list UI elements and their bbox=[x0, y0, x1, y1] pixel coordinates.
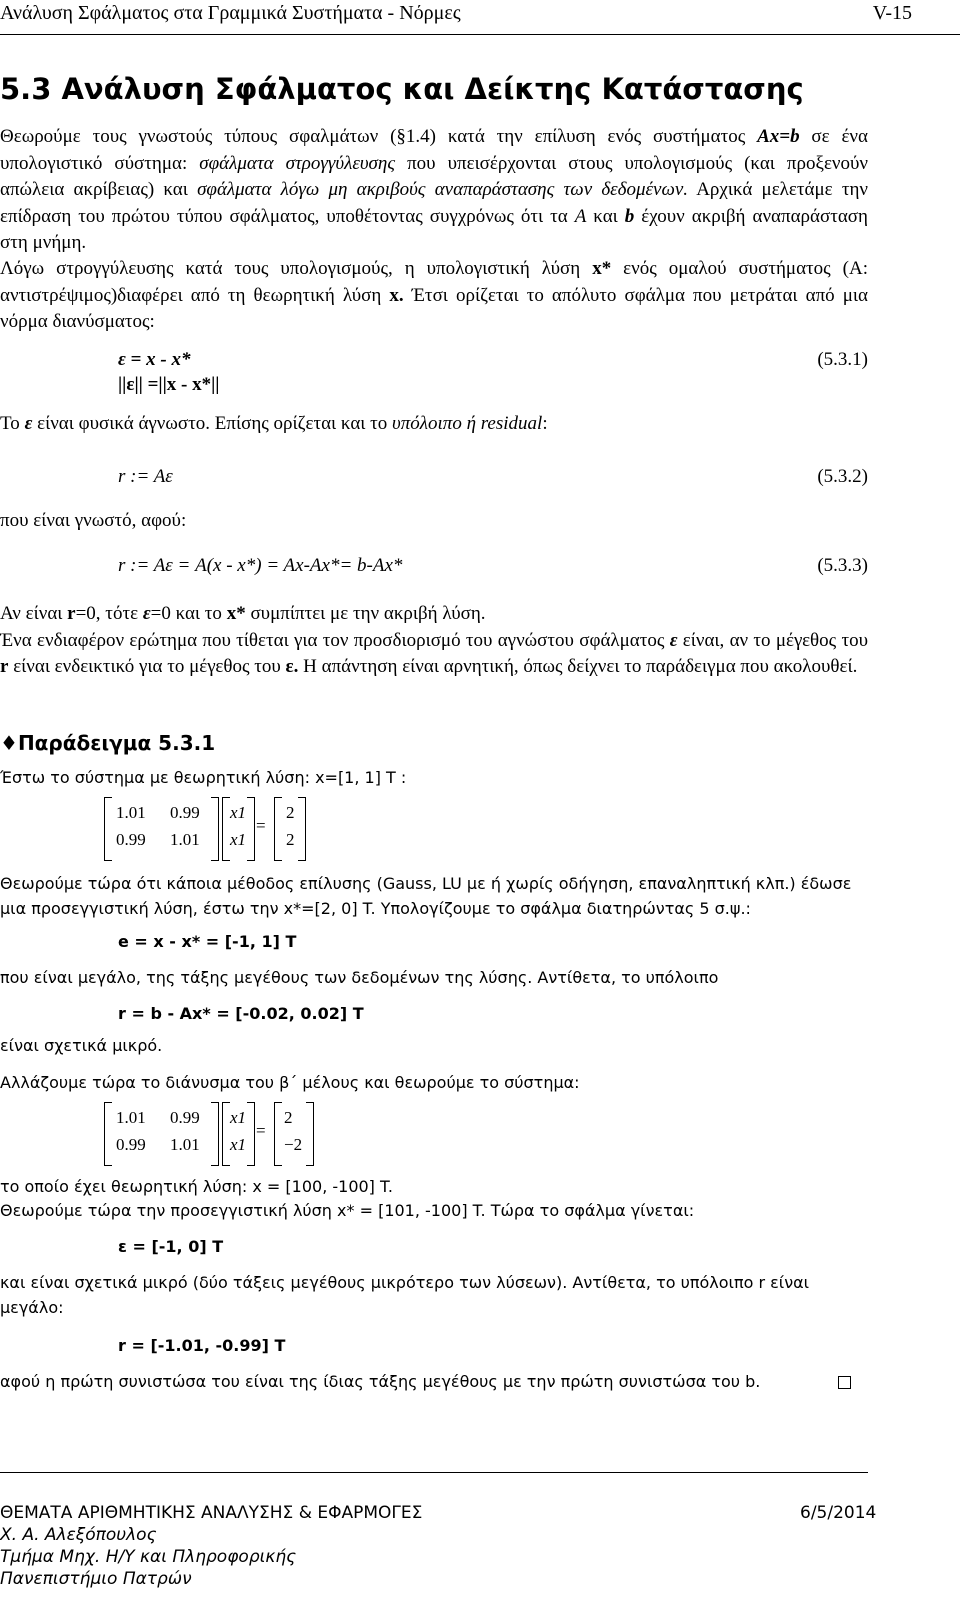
residual-definition-text bbox=[0, 411, 868, 438]
vector-left-bracket bbox=[222, 797, 230, 861]
change-rhs-text: Αλλάζουμε τώρα το διάνυσμα του β΄ μέλους και θεωρούμε το σύστημα: bbox=[0, 1073, 580, 1092]
example-intro-line: Έστω το σύστημα με θεωρητική λύση: x=[1, 1] T : bbox=[0, 768, 407, 787]
text-span: Το bbox=[0, 413, 25, 434]
emphasis-residual: υπόλοιπο ή residual bbox=[392, 413, 543, 434]
rhs-entry: −2 bbox=[284, 1135, 303, 1154]
rhs-entry: 2 bbox=[286, 830, 295, 849]
symbol-epsilon: ε bbox=[669, 629, 678, 651]
footer-university: Πανεπιστήμιο Πατρών bbox=[0, 1569, 192, 1589]
text-span: έχουν ακριβή αναπαράσταση στη μνήμη. bbox=[0, 205, 868, 253]
matrix-entry: 1.01 bbox=[170, 830, 200, 849]
matrix-entry: 1.01 bbox=[116, 1108, 146, 1127]
text-span: και bbox=[586, 205, 625, 227]
text-span: =0, τότε bbox=[75, 603, 143, 624]
intro-paragraph-1 bbox=[0, 124, 868, 257]
text-span: Η απάντηση είναι αρνητική, όπως δείχνει το παράδειγμα που ακολουθεί. bbox=[298, 656, 858, 677]
rhs-entry: 2 bbox=[286, 803, 295, 822]
equation-line: r := Aε bbox=[118, 466, 173, 487]
error-vector-2-line: ε = [-1, 0] T bbox=[118, 1237, 224, 1256]
conclusion-text: αφού η πρώτη συνιστώσα του είναι της ίδιας τάξης μεγέθους με την πρώτη συνιστώσα του b. bbox=[0, 1372, 761, 1391]
matrix-right-bracket bbox=[211, 797, 219, 861]
text-span: που υπεισέρχονται στους υπολογισμούς (και προξενούν απώλεια ακρίβειας) και bbox=[0, 152, 869, 200]
section-title: 5.3 Ανάλυση Σφάλματος και Δείκτης Κατάστασης bbox=[0, 72, 804, 106]
symbol-r: r bbox=[0, 656, 9, 677]
text-span: σε ένα υπολογιστικό σύστημα: bbox=[0, 126, 868, 174]
error-vector-line: e = x - x* = [-1, 1] T bbox=[118, 932, 297, 951]
theoretical-solution-text: το οποίο έχει θεωρητική λύση: x = [100, -100] T. bbox=[0, 1177, 393, 1196]
example-heading bbox=[0, 731, 215, 755]
linear-system-2 bbox=[104, 1102, 314, 1166]
error-large-text: που είναι μεγάλο, της τάξης μεγέθους των δεδομένων της λύσης. Αντίθετα, το υπόλοιπο bbox=[0, 968, 719, 987]
symbol-x: x. bbox=[389, 284, 404, 306]
vector-entry: x1 bbox=[230, 830, 247, 849]
equals-sign: = bbox=[256, 1121, 266, 1140]
footer-course: ΘΕΜΑΤΑ ΑΡΙΘΜΗΤΙΚΗΣ ΑΝΑΛΥΣΗΣ & ΕΦΑΡΜΟΓΕΣ bbox=[0, 1503, 423, 1523]
residual-vector-2-line: r = [-1.01, -0.99] T bbox=[118, 1336, 286, 1355]
text-span: : bbox=[542, 413, 548, 434]
symbol-x-star: x* bbox=[226, 603, 246, 624]
rhs-left-bracket bbox=[274, 1102, 282, 1166]
equation-number: (5.3.3) bbox=[817, 555, 868, 576]
text-span: =0 και το bbox=[150, 603, 227, 624]
equals-sign: = bbox=[256, 816, 266, 835]
symbol-A: A bbox=[574, 205, 587, 227]
matrix-left-bracket bbox=[104, 797, 112, 861]
header-chapter-title: Ανάλυση Σφάλματος στα Γραμμικά Συστήματα - Νόρμες bbox=[0, 2, 461, 24]
vector-entry: x1 bbox=[230, 1135, 247, 1154]
equation-error-definition bbox=[118, 349, 190, 371]
symbol-epsilon: ε bbox=[142, 603, 151, 624]
emphasis-rounding-errors: σφάλματα στρογγύλευσης bbox=[199, 152, 396, 174]
equation-line: ||ε|| =||x - x*|| bbox=[118, 374, 220, 395]
system-equation: Ax=b bbox=[757, 126, 800, 147]
text-span: Θεωρούμε τους γνωστούς τύπους σφαλμάτων (§1.4) κατά την επίλυση ενός συστήματος bbox=[0, 126, 758, 147]
text-span: Έτσι ορίζεται το απόλυτο σφάλμα που μετράται από μια νόρμα διανύσματος: bbox=[0, 284, 868, 332]
matrix-entry: 0.99 bbox=[116, 1135, 146, 1154]
symbol-b: b bbox=[624, 205, 635, 227]
footer-date: 6/5/2014 bbox=[800, 1503, 877, 1523]
text-span: Ένα ενδιαφέρον ερώτημα που τίθεται για τον προσδιορισμό του αγνώστου σφάλματος bbox=[0, 629, 670, 651]
equation-error-norm bbox=[118, 374, 220, 396]
text-span: Αν είναι bbox=[0, 603, 68, 624]
matrix-entry: 1.01 bbox=[116, 803, 146, 822]
residual-small-text: είναι σχετικά μικρό. bbox=[0, 1036, 163, 1055]
example-title: Παράδειγμα 5.3.1 bbox=[17, 731, 216, 755]
rhs-right-bracket bbox=[306, 1102, 314, 1166]
text-span: είναι, αν το μέγεθος του bbox=[677, 629, 868, 651]
rhs-left-bracket bbox=[274, 797, 282, 861]
symbol-epsilon: ε bbox=[24, 413, 33, 434]
emphasis-representation-errors: σφάλματα λόγω μη ακριβούς αναπαράστασης των δεδομένων. bbox=[197, 179, 689, 200]
vector-entry: x1 bbox=[230, 1108, 247, 1127]
matrix-right-bracket bbox=[211, 1102, 219, 1166]
text-span: συμπίπτει με την ακριβή λύση. bbox=[245, 603, 486, 624]
symbol-r: r bbox=[67, 603, 76, 624]
header-page-number: V-15 bbox=[872, 2, 912, 24]
text-span: Λόγω στρογγύλευσης κατά τους υπολογισμούς, η υπολογιστική λύση bbox=[0, 258, 593, 279]
running-header bbox=[0, 0, 960, 35]
footer-department: Τμήμα Μηχ. Η/Υ και Πληροφορικής bbox=[0, 1547, 297, 1567]
matrix-left-bracket bbox=[104, 1102, 112, 1166]
matrix-entry: 0.99 bbox=[170, 803, 200, 822]
matrix-entry: 0.99 bbox=[170, 1108, 200, 1127]
approx-solution-2-text: Θεωρούμε τώρα την προσεγγιστική λύση x* = [101, -100] T. Τώρα το σφάλμα γίνεται: bbox=[0, 1201, 695, 1220]
footer-author: Χ. Α. Αλεξόπουλος bbox=[0, 1525, 157, 1545]
rhs-right-bracket bbox=[298, 797, 306, 861]
equation-number: (5.3.2) bbox=[817, 466, 868, 487]
diamond-bullet-icon: ♦ bbox=[0, 731, 18, 755]
text-span: είναι φυσικά άγνωστο. Επίσης ορίζεται και το bbox=[32, 413, 393, 434]
matrix-entry: 1.01 bbox=[170, 1135, 200, 1154]
qed-square-icon bbox=[838, 1376, 851, 1389]
intro-paragraph-2 bbox=[0, 256, 868, 336]
known-text: που είναι γνωστό, αφού: bbox=[0, 510, 187, 531]
vector-right-bracket bbox=[247, 1102, 255, 1166]
vector-left-bracket bbox=[222, 1102, 230, 1166]
symbol-epsilon: ε. bbox=[285, 656, 299, 677]
rhs-entry: 2 bbox=[284, 1108, 293, 1127]
text-span: ενός ομαλού συστήματος (Α: αντιστρέψιμος)διαφέρει από τη θεωρητική λύση bbox=[0, 258, 868, 306]
equation-number: (5.3.1) bbox=[817, 349, 868, 370]
text-span: Αρχικά μελετάμε την επίδραση του πρώτου τύπου σφάλματος, υποθέτοντας συγχρόνως ότι τα bbox=[0, 179, 868, 227]
footer-rule bbox=[0, 1472, 868, 1473]
vector-entry: x1 bbox=[230, 803, 247, 822]
residual-large-text: και είναι σχετικά μικρό (δύο τάξεις μεγέθους μικρότερο των λύσεων). Αντίθετα, το υπόλοιπο r είναι μεγάλο: bbox=[0, 1273, 810, 1317]
equation-residual bbox=[118, 466, 173, 488]
approx-solution-text: Θεωρούμε τώρα ότι κάποια μέθοδος επίλυσης (Gauss, LU με ή χωρίς οδήγηση, επαναληπτική κλπ.) έδωσε μια προσεγγιστική λύση, έστω την x*=[2, 0] T. Υπολογίζουμε το σφάλμα διατηρώντας 5 σ.ψ.: bbox=[0, 874, 852, 918]
matrix-entry: 0.99 bbox=[116, 830, 146, 849]
equation-line: r := Aε = A(x - x*) = Ax-Ax*= b-Ax* bbox=[118, 555, 403, 576]
symbol-x-star: x* bbox=[592, 258, 612, 279]
linear-system-1 bbox=[104, 797, 304, 861]
residual-discussion bbox=[0, 601, 868, 681]
equation-line: ε = x - x* bbox=[118, 349, 191, 370]
text-span: είναι ενδεικτικό για το μέγεθος του bbox=[8, 656, 286, 677]
equation-residual-expanded bbox=[118, 555, 402, 577]
residual-vector-line: r = b - Ax* = [-0.02, 0.02] T bbox=[118, 1004, 364, 1023]
vector-right-bracket bbox=[247, 797, 255, 861]
